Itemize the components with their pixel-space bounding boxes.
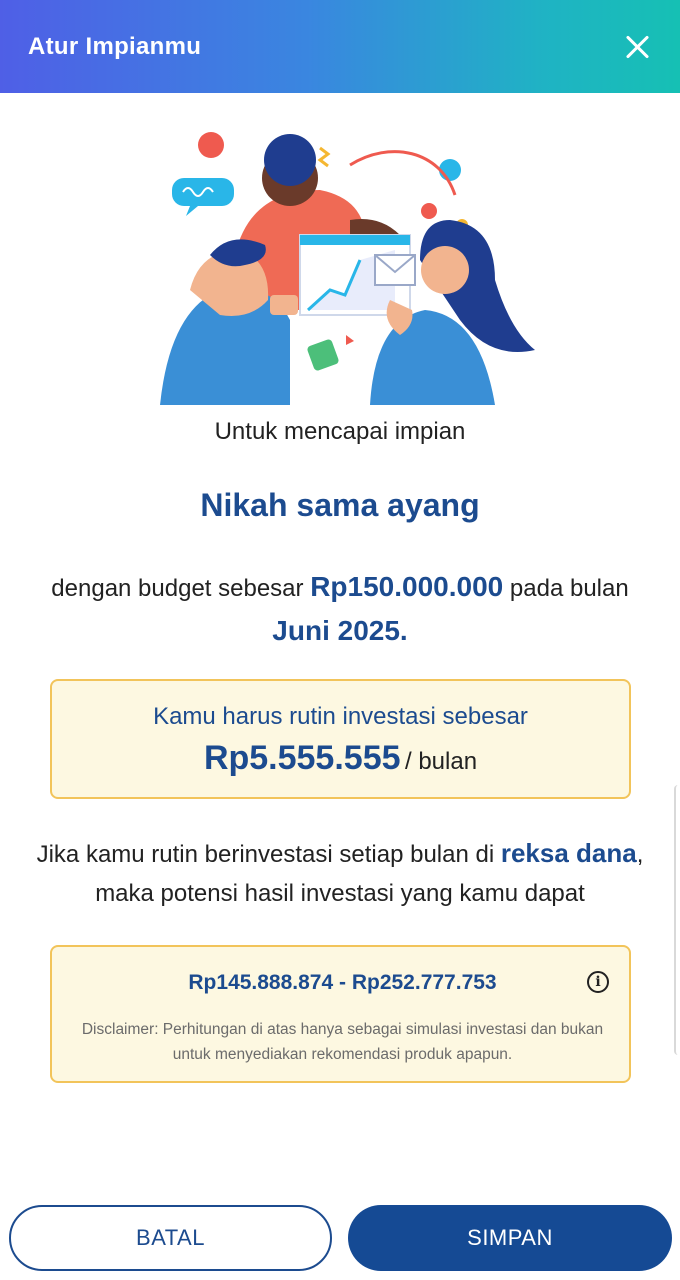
- potential-description: [30, 834, 650, 913]
- modal-title: Atur Impianmu: [28, 32, 202, 60]
- goal-intro-text: Untuk mencapai impian: [214, 418, 466, 445]
- investment-amount: Rp5.555.555: [203, 739, 401, 777]
- dream-illustration: [150, 120, 550, 405]
- budget-prefix: dengan budget sebesar: [51, 575, 304, 602]
- close-icon[interactable]: [624, 33, 652, 61]
- potential-suffix: , maka potensi hasil investasi yang kamu dapat: [95, 841, 644, 907]
- monthly-investment-box: [50, 679, 631, 799]
- scrollbar[interactable]: [674, 785, 680, 1055]
- potential-result-box: [50, 945, 631, 1083]
- investment-unit: / bulan: [404, 748, 478, 775]
- budget-summary: [40, 566, 640, 654]
- save-button[interactable]: SIMPAN: [348, 1205, 672, 1271]
- dream-name: Nikah sama ayang: [200, 487, 480, 523]
- budget-middle: pada bulan: [509, 575, 629, 602]
- potential-range: Rp145.888.874 - Rp252.777.753: [188, 971, 497, 994]
- potential-prefix: Jika kamu rutin berinvestasi setiap bulan di: [36, 841, 495, 868]
- investment-amount-row: [52, 739, 629, 778]
- info-icon[interactable]: i: [587, 971, 609, 993]
- budget-date: Juni 2025.: [272, 615, 408, 646]
- cancel-button[interactable]: BATAL: [9, 1205, 332, 1271]
- modal-header: [0, 0, 680, 93]
- product-name: reksa dana: [500, 838, 637, 868]
- budget-amount: Rp150.000.000: [310, 571, 504, 602]
- disclaimer-text: Disclaimer: Perhitungan di atas hanya sebagai simulasi investasi dan bukan untuk menyediakan rekomendasi produk apapun.: [81, 1021, 604, 1063]
- investment-label: Kamu harus rutin investasi sebesar: [153, 703, 528, 730]
